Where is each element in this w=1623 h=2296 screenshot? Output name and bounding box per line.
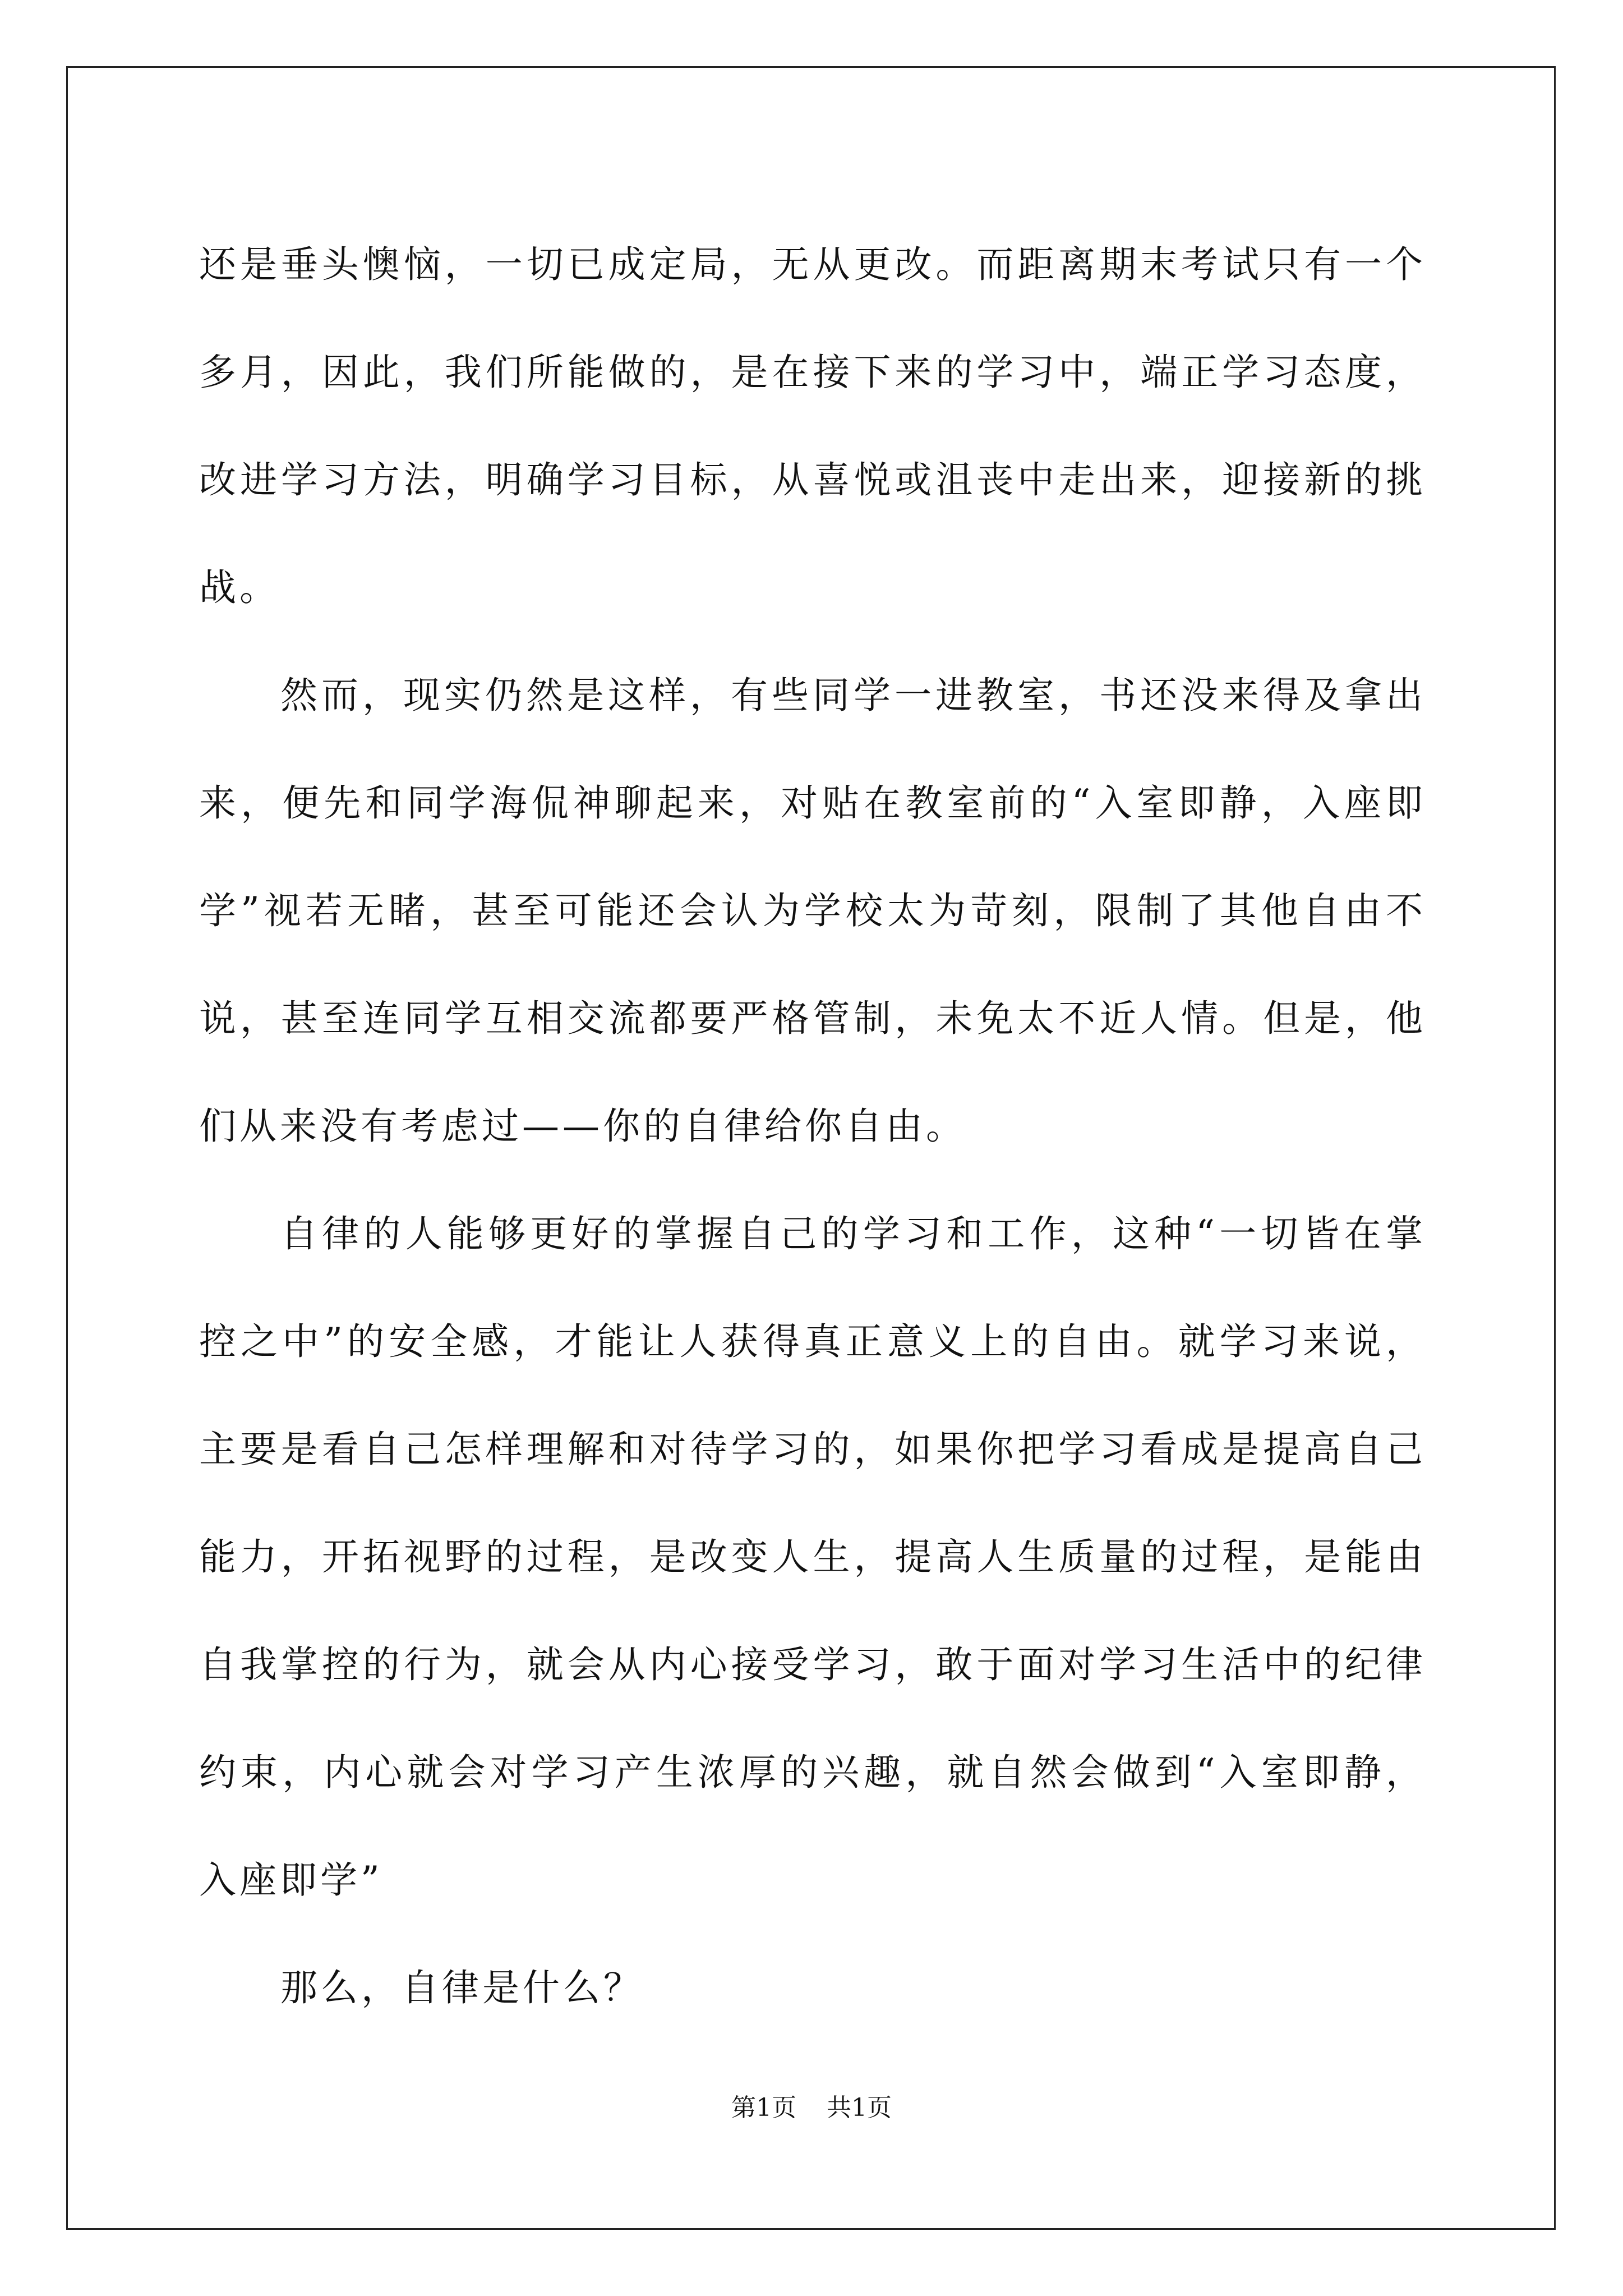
paragraph-2: 然而，现实仍然是这样，有些同学一进教室，书还没来得及拿出来，便先和同学海侃神聊起来，对贴在教室前的“入室即静，入座即学”视若无睹，甚至可能还会认为学校太为苛刻，限制了其他自由不说，甚至连同学互相交流都要严格管制，未免太不近人情。但是，他们从来没有考虑过——你的自律给你自由。	[199, 674, 1426, 1148]
paragraph-3: 自律的人能够更好的掌握自己的学习和工作，这种“一切皆在掌控之中”的安全感，才能让人获得真正意义上的自由。就学习来说，主要是看自己怎样理解和对待学习的，如果你把学习看成是提高自己能力，开拓视野的过程，是改变人生，提高人生质量的过程，是能由自我掌控的行为，就会从内心接受学习，敢于面对学习生活中的纪律约束，内心就会对学习产生浓厚的兴趣，就自然会做到“入室即静，入座即学”	[199, 1212, 1426, 1902]
page-total: 共1页	[827, 2093, 892, 2122]
paragraph-1: 还是垂头懊恼，一切已成定局，无从更改。而距离期末考试只有一个多月，因此，我们所能做的，是在接下来的学习中，端正学习态度，改进学习方法，明确学习目标，从喜悦或沮丧中走出来，迎接新的挑战。	[199, 243, 1426, 609]
page-footer	[0, 2091, 1623, 2125]
page-number: 第1页	[731, 2093, 796, 2122]
document-body	[199, 211, 1426, 2042]
paragraph-4: 那么，自律是什么？	[280, 1966, 644, 2009]
